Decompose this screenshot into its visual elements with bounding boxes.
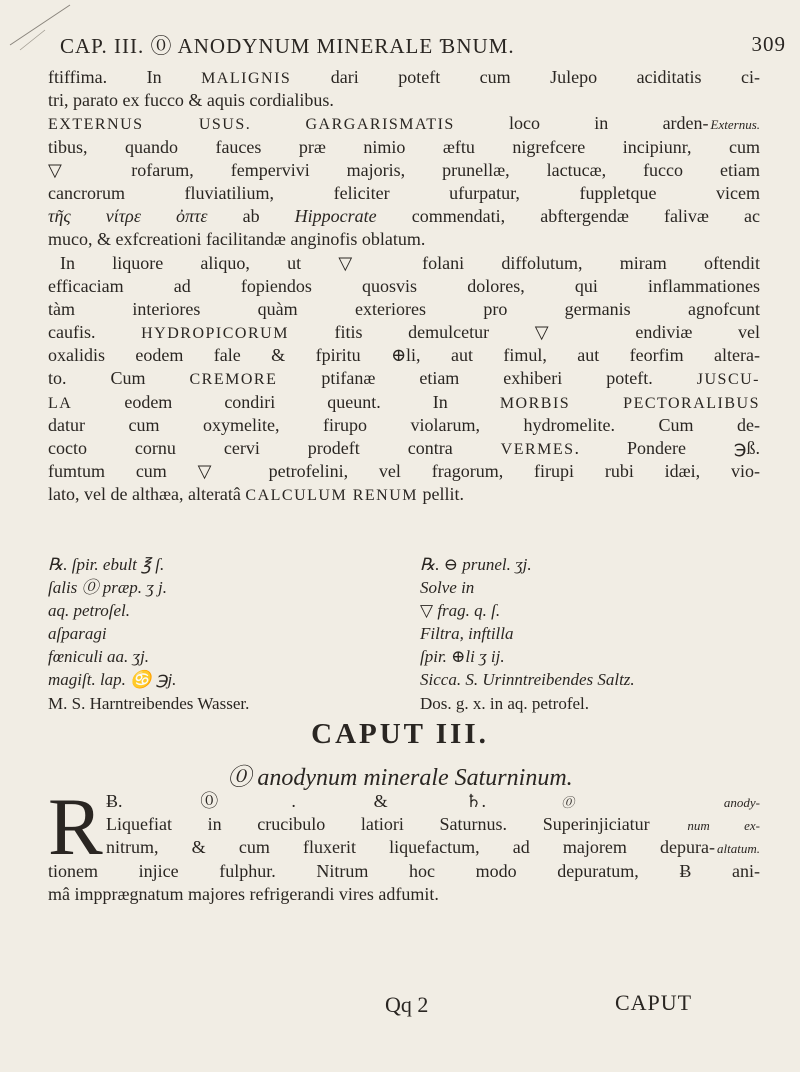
text-segment: mâ impprægnatum majores refrigerandi vires adfumit. (48, 883, 439, 904)
text-line (48, 344, 760, 367)
recipe-row (48, 692, 760, 715)
recipe-left-item: fœniculi aa. ʒj. (48, 647, 150, 666)
marginal-note: num ex- (687, 818, 761, 834)
text-segment: caufis. (48, 322, 142, 343)
recipe-row (48, 622, 760, 645)
recipe-row (48, 645, 760, 668)
marginal-note: ⓪ anody- (488, 795, 760, 810)
recipe-dose: Dos. g. x. in aq. petrofel. (420, 694, 590, 713)
text-line (48, 483, 760, 506)
text-segment: τῆς νίτρε ὀπτε (48, 206, 208, 227)
text-segment: EXTERNUS USUS. (48, 116, 252, 134)
text-line (48, 205, 760, 228)
recipe-right-item: Filtra, inftilla (420, 624, 514, 643)
recipe-right-item: ℞. ⊖ prunel. ʒj. (420, 555, 532, 574)
text-segment: CREMORE (189, 371, 278, 389)
text-line (48, 414, 760, 437)
text-line (48, 883, 760, 906)
recipe-right-item: ſpir. ⊕li ʒ ij. (420, 647, 505, 666)
text-segment: ftiffima. In (48, 67, 202, 87)
recipe-row (48, 599, 760, 622)
text-segment: LA (48, 394, 73, 412)
text-segment: to. Cum (48, 368, 190, 389)
text-segment: VERMES (500, 441, 575, 458)
text-segment (251, 113, 305, 133)
text-segment: cocto cornu cervi prodeft contra (48, 438, 501, 458)
recipe-row (48, 553, 760, 576)
text-segment: fitis demulcetur ▽ endiviæ vel (288, 322, 761, 343)
catchword: CAPUT (615, 990, 693, 1015)
recipe-right-item: ▽ frag. q. ſ. (420, 601, 501, 620)
text-segment: JUSCU- (696, 371, 760, 389)
recipe-left-item: ℞. ſpir. ebult ℥ ſ. (48, 555, 165, 574)
page-footer (0, 988, 800, 1028)
text-line (48, 182, 760, 205)
recipe-left-item: aſparagi (48, 624, 107, 643)
text-segment: GARGARISMATIS (305, 116, 455, 134)
running-header (50, 22, 790, 62)
recipe-left-item: aq. petroſel. (48, 601, 130, 620)
text-segment: Hippocrate (294, 206, 377, 227)
page-number: 309 (751, 32, 786, 56)
text-line (48, 298, 760, 321)
text-segment: tàm interiores quàm exteriores pro germanis agnofcunt (48, 298, 760, 319)
text-line (48, 391, 760, 414)
text-segment: muco, & exfcreationi facilitandæ anginofis oblatum. (48, 229, 426, 250)
signature-mark: Qq 2 (385, 992, 429, 1017)
text-segment: tibus, quando fauces præ nimio æftu nigrefcere incipiunr, cum (48, 136, 760, 157)
text-segment: oxalidis eodem fale & fpiritu ⊕li, aut fimul, aut feorfim altera- (48, 345, 760, 366)
text-line (48, 836, 760, 859)
text-segment: dari poteft cum Julepo aciditatis ci- (291, 67, 760, 87)
text-segment: MALIGNIS (201, 70, 292, 87)
text-segment: CALCULUM RENUM (245, 487, 418, 505)
recipe-left-item: magiſt. lap. ♋ ℈j. (48, 670, 177, 689)
recipe-right-item: Sicca. S. Urinntreibendes Saltz. (420, 670, 635, 689)
text-line (48, 159, 760, 182)
text-segment: ptifanæ etiam exhiberi poteft. (277, 368, 697, 389)
recipe-left-item: ſalis ⓪ præp. ʒ j. (48, 578, 168, 597)
text-line (48, 228, 760, 251)
text-line (48, 66, 760, 89)
text-segment: cancrorum fluviatilium, feliciter ufurpatur, fuppletque vicem (48, 182, 760, 203)
text-line (48, 136, 760, 159)
text-line (48, 437, 760, 460)
running-head: CAP. III. ⓪ ANODYNUM MINERALE ƁNUM. (60, 34, 515, 58)
text-line (48, 460, 760, 483)
main-paragraphs (48, 66, 760, 507)
text-segment: datur cum oxymelite, firupo violarum, hydromelite. Cum de- (48, 414, 760, 435)
text-segment: Liquefiat in crucibulo latiori Saturnus. Superinjiciatur (106, 814, 686, 835)
text-line (48, 813, 760, 836)
text-line (48, 860, 760, 883)
text-segment: HYDROPICORUM (141, 325, 289, 343)
text-line (48, 321, 760, 344)
marginal-note: Externus. (710, 117, 761, 133)
drop-capital: R (48, 781, 103, 872)
chapter-subtitle: ⓪ anodynum minerale Saturninum. (227, 765, 573, 791)
text-line (48, 367, 760, 390)
text-segment: lato, vel de althæa, alteratâ (48, 484, 246, 505)
text-line (48, 252, 760, 275)
text-segment: tri, parato ex fucco & aquis cordialibus. (48, 90, 334, 111)
chapter-recipe (48, 781, 761, 906)
text-segment: tionem injice fulphur. Nitrum hoc modo depuratum, Ƀ ani- (48, 860, 760, 881)
text-segment: nitrum, & cum fluxerit liquefactum, ad majorem depura- (106, 837, 716, 858)
recipe-row (48, 576, 760, 599)
text-segment: pellit. (417, 484, 464, 505)
text-segment: fumtum cum ▽ petrofelini, vel fragorum, firupi rubi idæi, vio- (48, 461, 760, 482)
recipe-row (48, 668, 760, 691)
text-segment: MORBIS PECTORALIBUS (499, 394, 761, 412)
text-segment: eodem condiri queunt. In (72, 391, 500, 412)
text-segment: loco in arden- (454, 113, 709, 134)
recipe-right-item: Solve in (420, 578, 475, 597)
text-segment: ab (207, 206, 295, 227)
text-segment: . Pondere ℈ß. (574, 438, 760, 458)
prescription-block (48, 553, 760, 715)
text-segment: In liquore aliquo, ut ▽ folani diffolutum, miram oftendit (60, 252, 760, 273)
text-segment: ▽ rofarum, fempervivi majoris, prunellæ, lactucæ, fucco etiam (48, 159, 760, 180)
text-line (48, 89, 760, 112)
marginal-note: altatum. (717, 841, 760, 857)
text-line (48, 790, 760, 813)
chapter-heading: CAPUT III. (311, 718, 489, 750)
text-line (48, 112, 760, 135)
recipe-label: M. S. Harntreibendes Wasser. (48, 694, 250, 713)
text-segment: efficaciam ad fopiendos quosvis dolores, qui inflammationes (48, 275, 760, 296)
text-segment: Ƀ. ⓪. & ♄. (106, 791, 486, 811)
text-line (48, 275, 760, 298)
text-segment: commendati, abftergendæ falivæ ac (376, 206, 760, 227)
